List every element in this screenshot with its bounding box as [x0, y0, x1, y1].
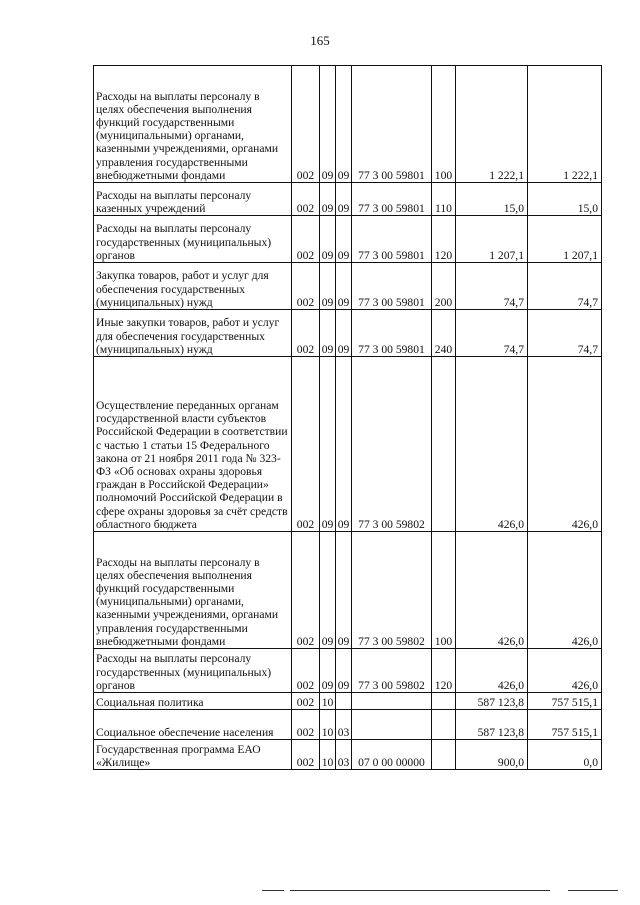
- row-amount-2: 757 515,1: [528, 693, 602, 710]
- row-section-code: 09: [320, 183, 336, 216]
- table-row: [94, 649, 602, 693]
- table-row: [94, 66, 602, 183]
- row-org-code: 002: [292, 357, 320, 532]
- row-subsection-code: 09: [336, 263, 352, 310]
- row-org-code: 002: [292, 649, 320, 693]
- row-name: Социальное обеспечение населения: [94, 710, 292, 740]
- table-row: [94, 310, 602, 357]
- row-expense-type: [432, 357, 456, 532]
- row-name: Расходы на выплаты персоналу казенных учреждений: [94, 183, 292, 216]
- row-name: Расходы на выплаты персоналу в целях обеспечения выполнения функций государственными (муниципальными) органами, казенными учреждениями, органами управления государственными внебюджетными фондами: [94, 532, 292, 649]
- row-amount-1: 74,7: [456, 310, 528, 357]
- row-name: Государственная программа ЕАО «Жилище»: [94, 740, 292, 770]
- row-org-code: 002: [292, 216, 320, 263]
- row-amount-2: 426,0: [528, 532, 602, 649]
- row-program-code: 77 3 00 59801: [352, 183, 432, 216]
- row-amount-1: 15,0: [456, 183, 528, 216]
- row-expense-type: 110: [432, 183, 456, 216]
- row-program-code: 77 3 00 59801: [352, 263, 432, 310]
- row-name: Иные закупки товаров, работ и услуг для обеспечения государственных (муниципальных) нужд: [94, 310, 292, 357]
- row-amount-1: 587 123,8: [456, 693, 528, 710]
- row-amount-2: 426,0: [528, 649, 602, 693]
- row-org-code: 002: [292, 693, 320, 710]
- row-program-code: [352, 710, 432, 740]
- table-row: [94, 532, 602, 649]
- row-amount-2: 1 222,1: [528, 66, 602, 183]
- table-row: [94, 216, 602, 263]
- row-name: Осуществление переданных органам государственной власти субъектов Российской Федерации в соответствии с частью 1 статьи 15 Федерального закона от 21 ноября 2011 года № 323-ФЗ «Об основах охраны здоровья граждан в Российской Федерации» полномочий Российской Федерации в сфере охраны здоровья за счёт средств областного бюджета: [94, 357, 292, 532]
- row-expense-type: [432, 710, 456, 740]
- row-section-code: 10: [320, 740, 336, 770]
- row-section-code: 10: [320, 710, 336, 740]
- row-subsection-code: 09: [336, 66, 352, 183]
- footer-rule: [568, 890, 618, 891]
- row-section-code: 10: [320, 693, 336, 710]
- row-amount-2: 426,0: [528, 357, 602, 532]
- row-org-code: 002: [292, 532, 320, 649]
- budget-table: [93, 65, 602, 770]
- row-expense-type: 200: [432, 263, 456, 310]
- row-org-code: 002: [292, 183, 320, 216]
- row-subsection-code: 09: [336, 532, 352, 649]
- row-org-code: 002: [292, 263, 320, 310]
- row-program-code: 77 3 00 59801: [352, 66, 432, 183]
- table-row: [94, 693, 602, 710]
- row-amount-2: 74,7: [528, 310, 602, 357]
- row-expense-type: 100: [432, 532, 456, 649]
- table-body: [94, 66, 602, 770]
- row-name: Расходы на выплаты персоналу в целях обеспечения выполнения функций государственными (муниципальными) органами, казенными учреждениями, органами управления государственными внебюджетными фондами: [94, 66, 292, 183]
- table-row: [94, 357, 602, 532]
- row-org-code: 002: [292, 740, 320, 770]
- table-row: [94, 263, 602, 310]
- row-name: Расходы на выплаты персоналу государственных (муниципальных) органов: [94, 649, 292, 693]
- row-name: Закупка товаров, работ и услуг для обеспечения государственных (муниципальных) нужд: [94, 263, 292, 310]
- row-amount-2: 74,7: [528, 263, 602, 310]
- row-program-code: 77 3 00 59802: [352, 649, 432, 693]
- footer-rule: [290, 890, 550, 891]
- row-subsection-code: 09: [336, 310, 352, 357]
- row-subsection-code: 03: [336, 740, 352, 770]
- row-amount-1: 1 222,1: [456, 66, 528, 183]
- row-org-code: 002: [292, 66, 320, 183]
- row-program-code: 77 3 00 59802: [352, 357, 432, 532]
- row-amount-1: 426,0: [456, 532, 528, 649]
- row-section-code: 09: [320, 66, 336, 183]
- page-number: 165: [310, 33, 330, 48]
- row-amount-2: 15,0: [528, 183, 602, 216]
- row-org-code: 002: [292, 710, 320, 740]
- row-section-code: 09: [320, 263, 336, 310]
- row-section-code: 09: [320, 310, 336, 357]
- row-subsection-code: 09: [336, 357, 352, 532]
- table-row: [94, 183, 602, 216]
- row-subsection-code: [336, 693, 352, 710]
- row-program-code: 77 3 00 59802: [352, 532, 432, 649]
- row-expense-type: 100: [432, 66, 456, 183]
- row-program-code: [352, 693, 432, 710]
- row-program-code: 07 0 00 00000: [352, 740, 432, 770]
- row-expense-type: [432, 693, 456, 710]
- row-subsection-code: 03: [336, 710, 352, 740]
- row-org-code: 002: [292, 310, 320, 357]
- row-amount-2: 1 207,1: [528, 216, 602, 263]
- row-section-code: 09: [320, 357, 336, 532]
- row-expense-type: [432, 740, 456, 770]
- row-section-code: 09: [320, 649, 336, 693]
- footer-rule: [262, 890, 284, 891]
- row-amount-1: 426,0: [456, 357, 528, 532]
- row-subsection-code: 09: [336, 649, 352, 693]
- row-amount-1: 587 123,8: [456, 710, 528, 740]
- row-amount-1: 426,0: [456, 649, 528, 693]
- row-expense-type: 120: [432, 216, 456, 263]
- row-amount-1: 74,7: [456, 263, 528, 310]
- row-amount-2: 757 515,1: [528, 710, 602, 740]
- row-program-code: 77 3 00 59801: [352, 216, 432, 263]
- table-row: [94, 710, 602, 740]
- row-name: Расходы на выплаты персоналу государственных (муниципальных) органов: [94, 216, 292, 263]
- row-name: Социальная политика: [94, 693, 292, 710]
- row-section-code: 09: [320, 532, 336, 649]
- row-expense-type: 120: [432, 649, 456, 693]
- row-program-code: 77 3 00 59801: [352, 310, 432, 357]
- row-amount-1: 900,0: [456, 740, 528, 770]
- row-amount-1: 1 207,1: [456, 216, 528, 263]
- row-section-code: 09: [320, 216, 336, 263]
- row-subsection-code: 09: [336, 183, 352, 216]
- row-amount-2: 0,0: [528, 740, 602, 770]
- row-subsection-code: 09: [336, 216, 352, 263]
- row-expense-type: 240: [432, 310, 456, 357]
- table-row: [94, 740, 602, 770]
